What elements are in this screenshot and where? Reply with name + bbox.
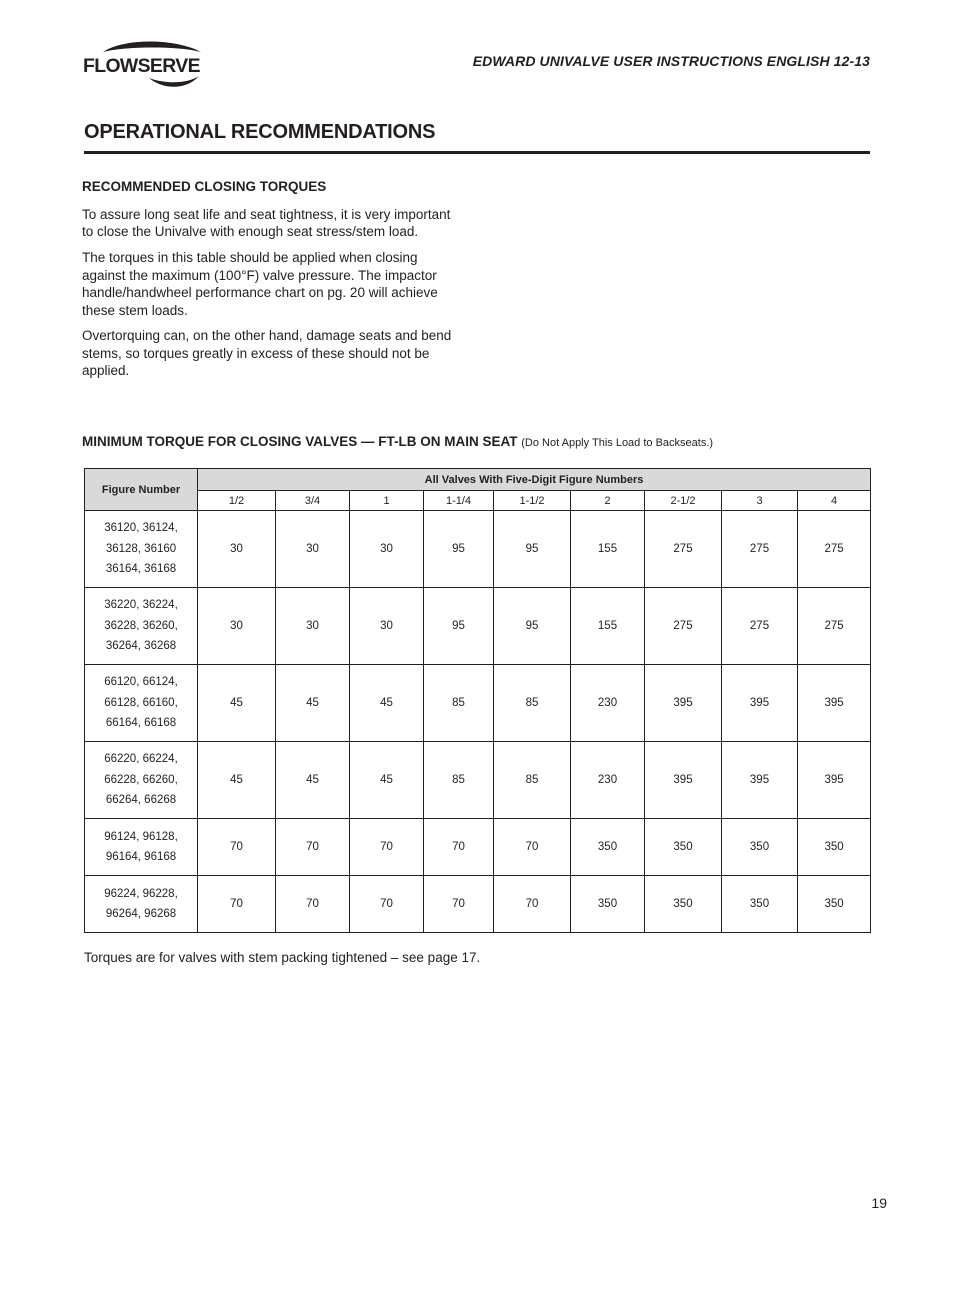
torque-value-cell: 70 [350,876,424,933]
torque-value-cell: 70 [350,819,424,876]
table-title-note: (Do Not Apply This Load to Backseats.) [521,437,714,449]
figure-numbers-cell [85,876,198,933]
figure-number-line: 36228, 36260, [104,619,178,632]
figure-number-line: 96264, 96268 [105,908,177,920]
torque-value-cell: 275 [722,588,798,665]
torque-table [84,468,871,933]
torque-value-cell: 85 [424,742,494,819]
torque-value-cell: 45 [350,742,424,819]
figure-number-line: 96164, 96168 [105,851,177,863]
torque-value-cell: 95 [494,511,571,588]
figure-number-line: 66220, 66224, [104,753,178,766]
section-title: OPERATIONAL RECOMMENDATIONS [84,121,436,143]
figure-numbers-cell [85,511,198,588]
figure-number-line: 66264, 66268 [105,794,177,807]
size-header: 2-1/2 [645,491,722,511]
torque-value-cell: 95 [424,588,494,665]
torque-value-cell: 350 [571,819,645,876]
torque-value-cell: 70 [198,819,276,876]
table-row [85,588,871,665]
torque-value-cell: 45 [276,742,350,819]
torque-value-cell: 30 [350,511,424,588]
size-header: 1-1/2 [494,491,571,511]
table-body [85,511,871,933]
torque-value-cell: 395 [645,665,722,742]
torque-value-cell: 85 [494,665,571,742]
size-header: 3 [722,491,798,511]
subsection-title: RECOMMENDED CLOSING TORQUES [82,179,327,194]
figure-number-line: 96224, 96228, [104,887,178,900]
group-header: All Valves With Five-Digit Figure Numbers [198,469,871,491]
torque-value-cell: 45 [350,665,424,742]
torque-value-cell: 230 [571,742,645,819]
figure-number-line: 96124, 96128, [104,830,178,843]
figure-numbers-cell [85,742,198,819]
torque-value-cell: 395 [798,665,871,742]
table-row [85,665,871,742]
torque-value-cell: 85 [494,742,571,819]
torque-value-cell: 70 [494,819,571,876]
torque-value-cell: 350 [722,876,798,933]
table-title [82,434,713,449]
intro-text [82,206,454,388]
size-header: 1-1/4 [424,491,494,511]
torque-value-cell: 275 [798,511,871,588]
figure-number-line: 36120, 36124, [104,522,178,535]
size-header: 4 [798,491,871,511]
torque-value-cell: 70 [276,819,350,876]
table-row [85,819,871,876]
torque-value-cell: 70 [198,876,276,933]
torque-value-cell: 30 [198,588,276,665]
footnote: Torques are for valves with stem packing tightened – see page 17. [84,950,481,965]
torque-value-cell: 95 [494,588,571,665]
torque-value-cell: 70 [276,876,350,933]
figure-number-line: 36128, 36160 [105,542,177,555]
torque-value-cell: 275 [722,511,798,588]
paragraph: The torques in this table should be applied when closing against the maximum (100°F) valve pressure. The impactor handle/handwheel performance chart on pg. 20 will achieve these stem loads. [82,250,438,318]
figure-number-line: 66120, 66124, [104,676,178,689]
figure-numbers-cell [85,665,198,742]
table-header-row [85,469,871,491]
torque-value-cell: 395 [798,742,871,819]
torque-value-cell: 85 [424,665,494,742]
size-header: 3/4 [276,491,350,511]
torque-value-cell: 350 [645,819,722,876]
size-header: 1/2 [198,491,276,511]
torque-value-cell: 70 [494,876,571,933]
figure-number-line: 36164, 36168 [105,563,177,576]
figure-number-line: 66164, 66168 [105,717,177,730]
figure-number-line: 36220, 36224, [104,599,178,612]
torque-value-cell: 395 [645,742,722,819]
torque-value-cell: 155 [571,511,645,588]
figure-numbers-cell [85,819,198,876]
table-title-main: MINIMUM TORQUE FOR CLOSING VALVES — FT-LB ON MAIN SEAT [82,434,518,449]
torque-value-cell: 350 [571,876,645,933]
torque-value-cell: 70 [424,819,494,876]
paragraph: To assure long seat life and seat tightness, it is very important to close the Univalve with enough seat stress/stem load. [82,207,451,240]
flowserve-logo [83,40,215,90]
torque-value-cell: 45 [198,665,276,742]
size-header: 2 [571,491,645,511]
torque-value-cell: 350 [645,876,722,933]
torque-value-cell: 45 [276,665,350,742]
section-divider [84,151,870,154]
torque-value-cell: 45 [198,742,276,819]
torque-value-cell: 275 [645,511,722,588]
torque-value-cell: 155 [571,588,645,665]
page-number: 19 [871,1195,887,1211]
size-header-row [85,491,871,511]
table-row [85,876,871,933]
torque-value-cell: 70 [424,876,494,933]
torque-value-cell: 30 [198,511,276,588]
torque-value-cell: 350 [722,819,798,876]
table-row [85,511,871,588]
figure-number-line: 66228, 66260, [104,773,178,786]
torque-value-cell: 350 [798,876,871,933]
torque-value-cell: 275 [798,588,871,665]
figure-numbers-cell [85,588,198,665]
torque-value-cell: 275 [645,588,722,665]
torque-value-cell: 30 [350,588,424,665]
torque-value-cell: 395 [722,742,798,819]
torque-value-cell: 230 [571,665,645,742]
paragraph: Overtorquing can, on the other hand, damage seats and bend stems, so torques greatly in excess of these should not be applied. [82,328,452,379]
figure-number-header: Figure Number [85,469,198,511]
torque-value-cell: 95 [424,511,494,588]
table-row [85,742,871,819]
torque-value-cell: 395 [722,665,798,742]
document-title: EDWARD UNIVALVE USER INSTRUCTIONS ENGLISH 12-13 [472,53,870,69]
torque-value-cell: 30 [276,588,350,665]
logo-wordmark: FLOWSERVE [83,56,200,77]
size-header: 1 [350,491,424,511]
torque-value-cell: 350 [798,819,871,876]
figure-number-line: 36264, 36268 [105,640,177,653]
torque-value-cell: 30 [276,511,350,588]
figure-number-line: 66128, 66160, [104,696,178,709]
